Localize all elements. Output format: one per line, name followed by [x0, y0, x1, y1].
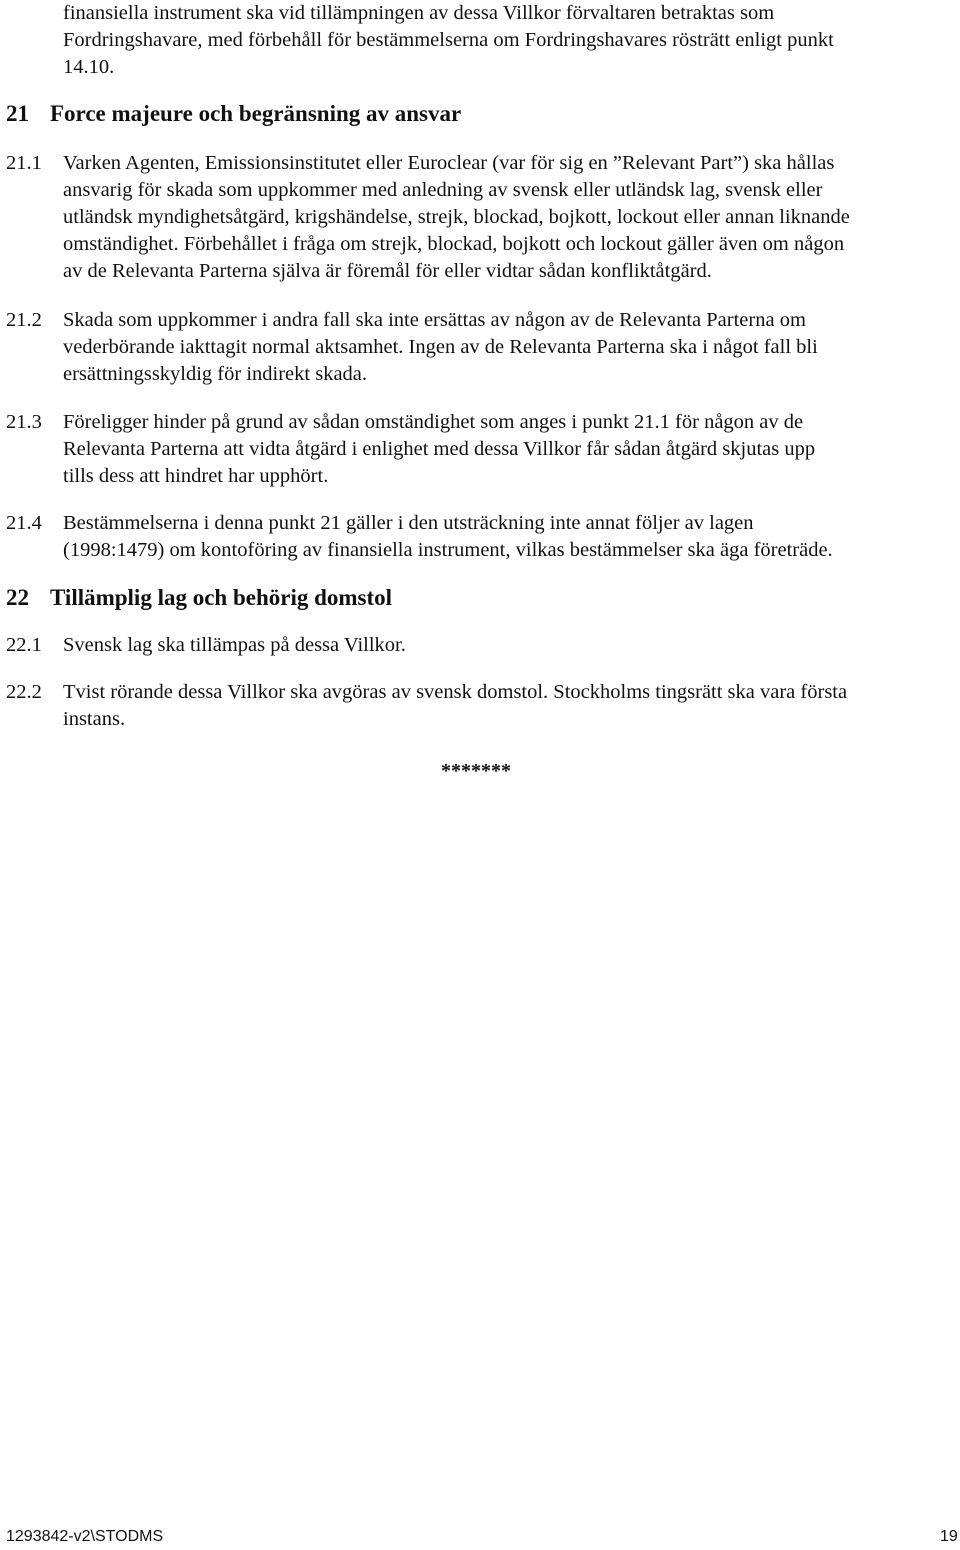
section-title: Tillämplig lag och behörig domstol — [50, 585, 393, 610]
continuation-line-2: Fordringshavare, med förbehåll för bestämmelserna om Fordringshavares rösträtt enligt punkt — [63, 29, 834, 51]
paragraph-21-1-line-3: utländsk myndighetsåtgärd, krigshändelse, strejk, blockad, bojkott, lockout eller annan liknande — [63, 206, 850, 228]
paragraph-22-2-line-2: instans. — [63, 708, 126, 730]
paragraph-21-2-line-2: vederbörande iakttagit normal aktsamhet. Ingen av de Relevanta Parterna ska i något fall bli — [63, 336, 818, 358]
paragraph-21-3-line-3: tills dess att hindret har upphört. — [63, 465, 329, 487]
paragraph-21-4-line-2: (1998:1479) om kontoföring av finansiella instrument, vilkas bestämmelser ska äga företräde. — [63, 539, 833, 561]
paragraph-number-21-4: 21.4 — [6, 512, 42, 534]
paragraph-21-1-line-2: ansvarig för skada som uppkommer med anledning av svensk eller utländsk lag, svensk eller — [63, 179, 823, 201]
section-number: 21 — [6, 101, 29, 126]
end-marker: ******* — [441, 760, 511, 782]
footer-page-number: 19 — [940, 1528, 958, 1545]
paragraph-number-21-2: 21.2 — [6, 309, 42, 331]
section-number: 22 — [6, 585, 29, 610]
paragraph-number-21-3: 21.3 — [6, 411, 42, 433]
paragraph-number-22-1: 22.1 — [6, 634, 42, 656]
paragraph-21-1-line-5: av de Relevanta Parterna själva är föremål för eller vidtar sådan konfliktåtgärd. — [63, 260, 712, 282]
paragraph-22-1-line-1: Svensk lag ska tillämpas på dessa Villkor. — [63, 634, 406, 656]
paragraph-number-22-2: 22.2 — [6, 681, 42, 703]
paragraph-21-2-line-1: Skada som uppkommer i andra fall ska inte ersättas av någon av de Relevanta Parterna om — [63, 309, 806, 331]
continuation-line-1: finansiella instrument ska vid tillämpningen av dessa Villkor förvaltaren betraktas som — [63, 2, 775, 24]
paragraph-21-1-line-4: omständighet. Förbehållet i fråga om strejk, blockad, bojkott och lockout gäller även om någon — [63, 233, 845, 255]
section-title: Force majeure och begränsning av ansvar — [50, 101, 462, 126]
footer-doc-reference: 1293842-v2\STODMS — [6, 1528, 164, 1545]
paragraph-21-3-line-1: Föreligger hinder på grund av sådan omständighet som anges i punkt 21.1 för någon av de — [63, 411, 804, 433]
continuation-line-3: 14.10. — [63, 56, 115, 78]
paragraph-21-3-line-2: Relevanta Parterna att vidta åtgärd i enlighet med dessa Villkor får sådan åtgärd skjutas upp — [63, 438, 816, 460]
section-heading-21 — [6, 99, 461, 129]
paragraph-21-4-line-1: Bestämmelserna i denna punkt 21 gäller i den utsträckning inte annat följer av lagen — [63, 512, 754, 534]
section-heading-22 — [6, 583, 392, 613]
paragraph-21-2-line-3: ersättningsskyldig för indirekt skada. — [63, 363, 368, 385]
paragraph-22-2-line-1: Tvist rörande dessa Villkor ska avgöras av svensk domstol. Stockholms tingsrätt ska vara första — [63, 681, 848, 703]
paragraph-21-1-line-1: Varken Agenten, Emissionsinstitutet eller Euroclear (var för sig en ”Relevant Part”) ska hållas — [63, 152, 835, 174]
paragraph-number-21-1: 21.1 — [6, 152, 42, 174]
